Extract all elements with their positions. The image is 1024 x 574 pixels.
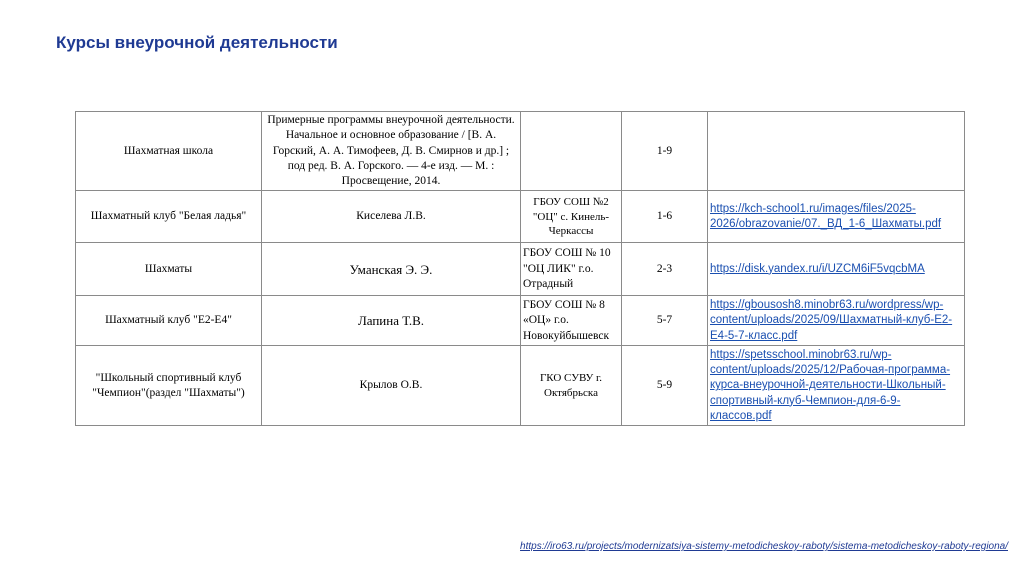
course-author-cell: Лапина Т.В.	[262, 296, 521, 346]
table-row	[76, 191, 965, 243]
course-name-cell: Шахматы	[76, 243, 262, 296]
course-name-cell: Шахматный клуб "Е2-Е4"	[76, 296, 262, 346]
course-link[interactable]: https://kch-school1.ru/images/files/2025-2026/obrazovanie/07._ВД_1-6_Шахматы.pdf	[710, 202, 942, 230]
course-name-cell: "Школьный спортивный клуб "Чемпион"(раздел "Шахматы")	[76, 346, 262, 426]
source-link[interactable]: https://iro63.ru/projects/modernizatsiya-sistemy-metodicheskoy-raboty/sistema-metodicheskoy-raboty-regiona/	[520, 541, 1008, 552]
course-author-cell: Примерные программы внеурочной деятельности. Начальное и основное образование / [В. А. Горский, А. А. Тимофеев, Д. В. Смирнов и др.] ; под ред. В. А. Горского. — 4-е изд. — М. : Просвещение, 2014.	[262, 112, 521, 191]
course-link-cell	[708, 296, 965, 346]
course-grades-cell: 2-3	[622, 243, 708, 296]
course-link[interactable]: https://gbousosh8.minobr63.ru/wordpress/wp-content/uploads/2025/09/Шахматный-клуб-Е2-Е4-5-7-класс.pdf	[710, 298, 953, 342]
course-link-cell	[708, 191, 965, 243]
course-grades-cell: 1-9	[622, 112, 708, 191]
course-author-cell: Уманская Э. Э.	[262, 243, 521, 296]
course-name-cell: Шахматная школа	[76, 112, 262, 191]
table-row	[76, 112, 965, 191]
course-author-cell: Крылов О.В.	[262, 346, 521, 426]
course-grades-cell: 5-7	[622, 296, 708, 346]
course-link-cell	[708, 112, 965, 191]
course-link[interactable]: https://disk.yandex.ru/i/UZCM6iF5vqcbMA	[710, 262, 925, 275]
course-org-cell: ГБОУ СОШ № 10 "ОЦ ЛИК" г.о. Отрадный	[521, 243, 622, 296]
course-name-cell: Шахматный клуб "Белая ладья"	[76, 191, 262, 243]
courses-table	[75, 111, 965, 426]
course-grades-cell: 1-6	[622, 191, 708, 243]
page-title: Курсы внеурочной деятельности	[56, 33, 338, 52]
course-link-cell	[708, 346, 965, 426]
table-row	[76, 296, 965, 346]
course-org-cell: ГБОУ СОШ №2 "ОЦ" с. Кинель-Черкассы	[521, 191, 622, 243]
course-link[interactable]: https://spetsschool.minobr63.ru/wp-content/uploads/2025/12/Рабочая-программа-курса-внеурочной-деятельности-Школьный-спортивный-клуб-Чемпион-для-6-9-классов.pdf	[710, 348, 951, 422]
course-org-cell	[521, 112, 622, 191]
table-row	[76, 243, 965, 296]
course-org-cell: ГКО СУВУ г. Октябрьска	[521, 346, 622, 426]
course-author-cell: Киселева Л.В.	[262, 191, 521, 243]
course-grades-cell: 5-9	[622, 346, 708, 426]
course-link-cell	[708, 243, 965, 296]
table-row	[76, 346, 965, 426]
course-org-cell: ГБОУ СОШ № 8 «ОЦ» г.о. Новокуйбышевск	[521, 296, 622, 346]
